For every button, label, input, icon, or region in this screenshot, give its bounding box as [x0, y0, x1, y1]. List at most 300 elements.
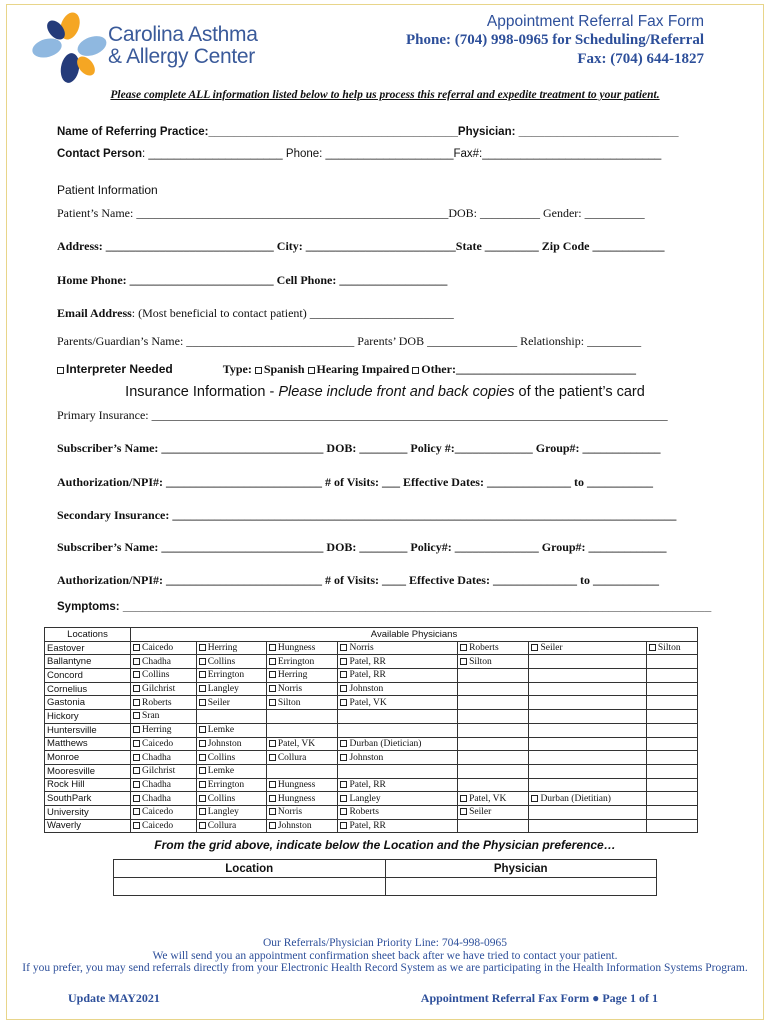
update-date: Update MAY2021: [68, 991, 160, 1005]
physician-name: Herring: [277, 670, 308, 681]
physician-cell: [338, 682, 458, 696]
physician-checkbox[interactable]: [340, 699, 347, 706]
physician-checkbox[interactable]: [340, 795, 347, 802]
physician-checkbox[interactable]: [199, 767, 206, 774]
scheduling-phone: Phone: (704) 998-0965 for Scheduling/Referral: [405, 32, 704, 48]
empty-cell: [266, 764, 338, 778]
physician-cell: [266, 778, 338, 792]
physician-cell: [266, 696, 338, 710]
physician-cell: [266, 655, 338, 669]
physician-name: Roberts: [349, 807, 380, 818]
empty-cell: [646, 778, 697, 792]
empty-cell: [458, 751, 529, 765]
physician-cell: [266, 792, 338, 806]
empty-cell: [266, 710, 338, 724]
physician-checkbox[interactable]: [199, 781, 206, 788]
grid-row: [45, 778, 698, 792]
physician-name: Norris: [349, 643, 374, 654]
fax-number: Fax: (704) 644-1827: [577, 51, 704, 67]
physician-cell: [196, 669, 266, 683]
grid-header-row: [45, 628, 698, 642]
physician-checkbox[interactable]: [199, 644, 206, 651]
insurance-heading-b: Please include front and back copies: [278, 384, 515, 400]
physician-name: Durban (Dietitian): [540, 793, 611, 804]
physician-name: Johnston: [207, 738, 242, 749]
empty-cell: [266, 723, 338, 737]
grid-row: [45, 751, 698, 765]
empty-cell: [529, 669, 646, 683]
interpreter-checkbox[interactable]: [57, 367, 64, 374]
physician-name: Collura: [277, 752, 307, 763]
physician-checkbox[interactable]: [340, 740, 347, 747]
physician-cell: [131, 669, 197, 683]
phones-line[interactable]: Home Phone: ________________________ Cell Phone: __________________: [57, 273, 448, 287]
grid-row: [45, 819, 698, 833]
grid-row: [45, 710, 698, 724]
physician-cell: [196, 682, 266, 696]
grid-row: [45, 805, 698, 819]
physician-name: Langley: [207, 807, 239, 818]
physician-checkbox[interactable]: [340, 822, 347, 829]
physician-name: Hungness: [277, 779, 316, 790]
physician-cell: [131, 682, 197, 696]
empty-cell: [646, 682, 697, 696]
locations-header: Locations: [45, 628, 131, 642]
physician-cell: [131, 778, 197, 792]
physician-checkbox[interactable]: [269, 644, 276, 651]
physician-cell: [338, 792, 458, 806]
physician-cell: [131, 805, 197, 819]
preference-header-row: [114, 860, 657, 878]
empty-cell: [458, 819, 529, 833]
empty-cell: [646, 696, 697, 710]
hearing-impaired-label: Hearing Impaired: [316, 362, 410, 376]
physician-cell: [131, 819, 197, 833]
physician-checkbox[interactable]: [199, 699, 206, 706]
location-entry-cell[interactable]: [114, 878, 386, 896]
subscriber-line-2[interactable]: Subscriber’s Name: ___________________________ DOB: ________ Policy#: ______________ Group#: _____________: [57, 540, 667, 554]
empty-cell: [529, 764, 646, 778]
pinwheel-logo-icon: [30, 12, 110, 84]
physician-cell: [131, 792, 197, 806]
physician-name: Gilchrist: [142, 766, 176, 777]
physician-name: Patel, RR: [349, 779, 386, 790]
physician-name: Chadha: [142, 793, 172, 804]
intro-instructions: Please complete ALL information listed below to help us process this referral and expedite treatment to your patient.: [110, 89, 660, 101]
physician-cell: [458, 792, 529, 806]
spanish-checkbox[interactable]: [255, 367, 262, 374]
brand-line-2: & Allergy Center: [108, 45, 255, 68]
physician-cell: [266, 641, 338, 655]
physician-cell: [196, 751, 266, 765]
grid-row: [45, 696, 698, 710]
physician-name: Seiler: [540, 643, 563, 654]
physician-name: Collins: [207, 656, 236, 667]
physician-checkbox[interactable]: [269, 795, 276, 802]
empty-cell: [529, 655, 646, 669]
physician-name: Caicedo: [142, 807, 174, 818]
physician-cell: [131, 710, 197, 724]
location-cell: Concord: [45, 669, 131, 683]
physician-checkbox[interactable]: [269, 808, 276, 815]
location-cell: Ballantyne: [45, 655, 131, 669]
physician-name: Patel, VK: [277, 738, 316, 749]
physician-checkbox[interactable]: [133, 699, 140, 706]
physician-checkbox[interactable]: [340, 685, 347, 692]
physician-checkbox[interactable]: [460, 808, 467, 815]
hearing-impaired-checkbox[interactable]: [308, 367, 315, 374]
guardian-line[interactable]: Parents/Guardian’s Name: ____________________________ Parents’ DOB _______________ Relationship: _________: [57, 334, 642, 348]
physician-checkbox[interactable]: [133, 754, 140, 761]
physician-checkbox[interactable]: [460, 644, 467, 651]
physician-name: Collura: [207, 820, 237, 831]
physician-name: Lemke: [207, 766, 235, 777]
physician-entry-cell[interactable]: [385, 878, 657, 896]
physician-name: Norris: [277, 807, 303, 818]
physician-cell: [196, 737, 266, 751]
empty-cell: [458, 669, 529, 683]
physician-name: Collins: [207, 752, 236, 763]
physician-cell: [338, 737, 458, 751]
physician-name: Patel, VK: [349, 697, 387, 708]
physician-checkbox[interactable]: [199, 685, 206, 692]
physician-checkbox[interactable]: [269, 699, 276, 706]
physician-name: Silton: [657, 643, 681, 654]
form-header: [406, 12, 704, 69]
physician-cell: [131, 696, 197, 710]
physician-name: Collins: [207, 793, 236, 804]
physician-name: Errington: [277, 656, 315, 667]
confirmation-note: We will send you an appointment confirmation sheet back after we have tried to contact your patient.: [152, 949, 618, 962]
physician-name: Hungness: [277, 793, 316, 804]
physician-name: Gilchrist: [142, 684, 176, 695]
contact-person-blank: : _____________________ Phone: [142, 148, 320, 160]
physician-name: Johnston: [349, 684, 384, 695]
physician-cell: [196, 819, 266, 833]
footer-notes: [0, 937, 770, 975]
physician-name: Roberts: [142, 697, 172, 708]
physician-cell: [266, 805, 338, 819]
authorization-line-1[interactable]: Authorization/NPI#: __________________________ # of Visits: ___ Effective Dates: ______________ to ___________: [57, 475, 653, 489]
physician-name: Seiler: [469, 807, 492, 818]
physician-checkbox[interactable]: [199, 740, 206, 747]
interpreter-line: [57, 362, 636, 377]
insurance-heading-a: Insurance Information -: [125, 384, 279, 400]
physician-checkbox[interactable]: [269, 781, 276, 788]
page-indicator: Appointment Referral Fax Form ● Page 1 of 1: [420, 991, 658, 1005]
empty-cell: [529, 710, 646, 724]
empty-cell: [458, 682, 529, 696]
empty-cell: [646, 751, 697, 765]
physician-checkbox[interactable]: [133, 822, 140, 829]
physician-checkbox[interactable]: [269, 685, 276, 692]
physician-cell: [196, 805, 266, 819]
location-cell: Mooresville: [45, 764, 131, 778]
empty-cell: [458, 778, 529, 792]
ehr-note: If you prefer, you may send referrals directly from your Electronic Health Record System as we are participating in the Health Information Systems Program.: [22, 962, 748, 974]
physician-checkbox[interactable]: [340, 781, 347, 788]
physician-name: Patel, RR: [349, 656, 386, 667]
physician-cell: [196, 723, 266, 737]
physician-name: Norris: [277, 684, 303, 695]
physician-name: Roberts: [469, 643, 499, 654]
empty-cell: [529, 751, 646, 765]
physician-name: Johnston: [349, 752, 384, 763]
physician-name: Caicedo: [142, 643, 174, 654]
physician-cell: [196, 778, 266, 792]
physician-checkbox[interactable]: [133, 726, 140, 733]
empty-cell: [338, 723, 458, 737]
empty-cell: [646, 723, 697, 737]
patient-info-heading: Patient Information: [57, 183, 158, 197]
empty-cell: [458, 764, 529, 778]
grid-row: [45, 737, 698, 751]
physician-name: Johnston: [277, 820, 312, 831]
physician-checkbox[interactable]: [133, 712, 140, 719]
other-label: Other:______________________________: [421, 362, 636, 376]
insurance-heading: [0, 384, 770, 400]
physician-name: Chadha: [142, 752, 172, 763]
physician-checkbox[interactable]: [133, 808, 140, 815]
physician-name: Hungness: [277, 643, 316, 654]
empty-cell: [458, 710, 529, 724]
physician-name: Silton: [469, 656, 492, 667]
address-line[interactable]: Address: ____________________________ City: _________________________State _________ Zip Code ____________: [57, 239, 665, 253]
empty-cell: [458, 696, 529, 710]
physician-cell: [266, 669, 338, 683]
physician-grid: [44, 627, 698, 833]
physician-checkbox[interactable]: [340, 754, 347, 761]
physician-checkbox[interactable]: [199, 822, 206, 829]
empty-cell: [529, 778, 646, 792]
physician-name: Chadha: [142, 656, 172, 667]
physician-checkbox[interactable]: [269, 740, 276, 747]
phone-blank: : ____________________Fax#: [319, 148, 480, 160]
location-cell: Huntersville: [45, 723, 131, 737]
physician-cell: [529, 792, 646, 806]
symptoms-line[interactable]: Symptoms: ____________________________________________________________________________________________: [57, 601, 712, 613]
physician-cell: [266, 751, 338, 765]
empty-cell: [529, 819, 646, 833]
physician-cell: [338, 819, 458, 833]
physician-cell: [338, 751, 458, 765]
physician-name: Herring: [142, 725, 172, 736]
physician-checkbox[interactable]: [133, 740, 140, 747]
physician-checkbox[interactable]: [199, 726, 206, 733]
physician-cell: [196, 655, 266, 669]
empty-cell: [529, 805, 646, 819]
empty-cell: [529, 682, 646, 696]
physician-checkbox[interactable]: [269, 658, 276, 665]
physician-cell: [338, 669, 458, 683]
physician-checkbox[interactable]: [340, 808, 347, 815]
physician-name: Collins: [142, 670, 170, 681]
physician-checkbox[interactable]: [133, 767, 140, 774]
empty-cell: [529, 696, 646, 710]
physician-name: Durban (Dietician): [349, 738, 422, 749]
contact-person-line[interactable]: [57, 148, 661, 160]
physician-name: Patel, RR: [349, 670, 386, 681]
empty-cell: [646, 805, 697, 819]
physician-name: Chadha: [142, 779, 172, 790]
physician-cell: [458, 805, 529, 819]
physician-checkbox[interactable]: [649, 644, 656, 651]
priority-line: Our Referrals/Physician Priority Line: 704-998-0965: [262, 937, 507, 949]
physician-cell: [458, 655, 529, 669]
patient-name-line[interactable]: Patient’s Name: ____________________________________________________DOB: __________ Gender: __________: [57, 206, 645, 220]
physician-name: Seiler: [207, 697, 230, 708]
available-physicians-header: Available Physicians: [131, 628, 698, 642]
empty-cell: [338, 710, 458, 724]
physician-checkbox[interactable]: [199, 808, 206, 815]
physician-cell: [266, 737, 338, 751]
location-cell: University: [45, 805, 131, 819]
email-label: Email Address: [57, 306, 132, 320]
empty-cell: [646, 764, 697, 778]
physician-checkbox[interactable]: [199, 671, 206, 678]
empty-cell: [458, 737, 529, 751]
physician-cell: [131, 723, 197, 737]
referring-practice-line[interactable]: Name of Referring Practice:_______________________________________Physician: _________________________: [57, 126, 679, 138]
physician-cell: [338, 655, 458, 669]
grid-row: [45, 682, 698, 696]
physician-checkbox[interactable]: [531, 795, 538, 802]
physician-cell: [266, 819, 338, 833]
location-cell: Rock Hill: [45, 778, 131, 792]
physician-cell: [529, 641, 646, 655]
empty-cell: [646, 737, 697, 751]
location-cell: SouthPark: [45, 792, 131, 806]
empty-cell: [338, 764, 458, 778]
preference-table: [113, 859, 657, 896]
location-cell: Eastover: [45, 641, 131, 655]
physician-cell: [338, 805, 458, 819]
physician-checkbox[interactable]: [269, 754, 276, 761]
physician-name: Patel, VK: [469, 793, 507, 804]
physician-cell: [196, 792, 266, 806]
physician-checkbox[interactable]: [269, 671, 276, 678]
grid-row: [45, 764, 698, 778]
physician-cell: [458, 641, 529, 655]
physician-name: Lemke: [207, 725, 235, 736]
physician-checkbox[interactable]: [133, 644, 140, 651]
physician-name: Silton: [277, 697, 301, 708]
physician-checkbox[interactable]: [340, 644, 347, 651]
empty-cell: [529, 723, 646, 737]
physician-cell: [266, 682, 338, 696]
brand-name: [108, 24, 258, 68]
empty-cell: [646, 669, 697, 683]
spanish-label: Spanish: [263, 362, 305, 376]
physician-checkbox[interactable]: [269, 822, 276, 829]
physician-cell: [338, 778, 458, 792]
authorization-line-2[interactable]: Authorization/NPI#: __________________________ # of Visits: ____ Effective Dates: ______________ to ___________: [57, 573, 659, 587]
insurance-heading-c: of the patient’s card: [514, 384, 645, 400]
type-label: Type:: [222, 362, 252, 376]
physician-name: Caicedo: [142, 820, 174, 831]
location-cell: Matthews: [45, 737, 131, 751]
physician-checkbox[interactable]: [460, 795, 467, 802]
location-cell: Monroe: [45, 751, 131, 765]
grid-row: [45, 792, 698, 806]
empty-cell: [458, 723, 529, 737]
empty-cell: [529, 737, 646, 751]
email-blank: : (Most beneficial to contact patient) ________________________: [131, 306, 454, 320]
physician-name: Errington: [207, 779, 245, 790]
physician-checkbox[interactable]: [133, 685, 140, 692]
physician-checkbox[interactable]: [133, 795, 140, 802]
physician-name: Errington: [207, 670, 245, 681]
physician-cell: [131, 655, 197, 669]
preference-entry-row: [114, 878, 657, 896]
physician-checkbox[interactable]: [340, 658, 347, 665]
physician-name: Sran: [142, 711, 160, 722]
preference-caption: From the grid above, indicate below the Location and the Physician preference…: [154, 838, 616, 852]
physician-checkbox[interactable]: [340, 671, 347, 678]
physician-checkbox[interactable]: [133, 671, 140, 678]
empty-cell: [196, 710, 266, 724]
primary-insurance-line[interactable]: Primary Insurance: ______________________________________________________________________________________: [57, 408, 668, 422]
subscriber-line-1[interactable]: Subscriber’s Name: ___________________________ DOB: ________ Policy #:_____________ Group#: _____________: [57, 441, 661, 455]
grid-row: [45, 641, 698, 655]
form-title: Appointment Referral Fax Form: [486, 13, 704, 30]
location-cell: Cornelius: [45, 682, 131, 696]
physician-checkbox[interactable]: [133, 658, 140, 665]
location-column-header: Location: [114, 860, 386, 878]
fax-blank: :____________________________: [479, 148, 662, 160]
physician-cell: [131, 751, 197, 765]
empty-cell: [646, 792, 697, 806]
grid-row: [45, 655, 698, 669]
physician-name: Caicedo: [142, 738, 174, 749]
physician-checkbox[interactable]: [460, 658, 467, 665]
brand-line-1: Carolina Asthma: [108, 23, 258, 46]
grid-row: [45, 669, 698, 683]
empty-cell: [646, 655, 697, 669]
physician-checkbox[interactable]: [199, 658, 206, 665]
physician-checkbox[interactable]: [133, 781, 140, 788]
location-cell: Hickory: [45, 710, 131, 724]
physician-cell: [131, 641, 197, 655]
location-cell: Waverly: [45, 819, 131, 833]
interpreter-label: Interpreter Needed: [66, 362, 173, 376]
physician-checkbox[interactable]: [531, 644, 538, 651]
physician-cell: [131, 737, 197, 751]
physician-cell: [196, 764, 266, 778]
empty-cell: [646, 819, 697, 833]
physician-checkbox[interactable]: [199, 795, 206, 802]
contact-person-label: Contact Person: [57, 148, 142, 160]
physician-cell: [196, 641, 266, 655]
physician-column-header: Physician: [385, 860, 657, 878]
physician-cell: [338, 641, 458, 655]
physician-cell: [196, 696, 266, 710]
physician-checkbox[interactable]: [199, 754, 206, 761]
secondary-insurance-line[interactable]: Secondary Insurance: ____________________________________________________________________________________: [57, 508, 677, 522]
physician-cell: [646, 641, 697, 655]
other-checkbox[interactable]: [412, 367, 419, 374]
physician-name: Langley: [207, 684, 239, 695]
physician-name: Langley: [349, 793, 381, 804]
email-line[interactable]: [57, 306, 454, 321]
physician-cell: [131, 764, 197, 778]
physician-name: Herring: [207, 643, 238, 654]
empty-cell: [646, 710, 697, 724]
physician-name: Patel, RR: [349, 820, 386, 831]
grid-row: [45, 723, 698, 737]
physician-cell: [338, 696, 458, 710]
location-cell: Gastonia: [45, 696, 131, 710]
